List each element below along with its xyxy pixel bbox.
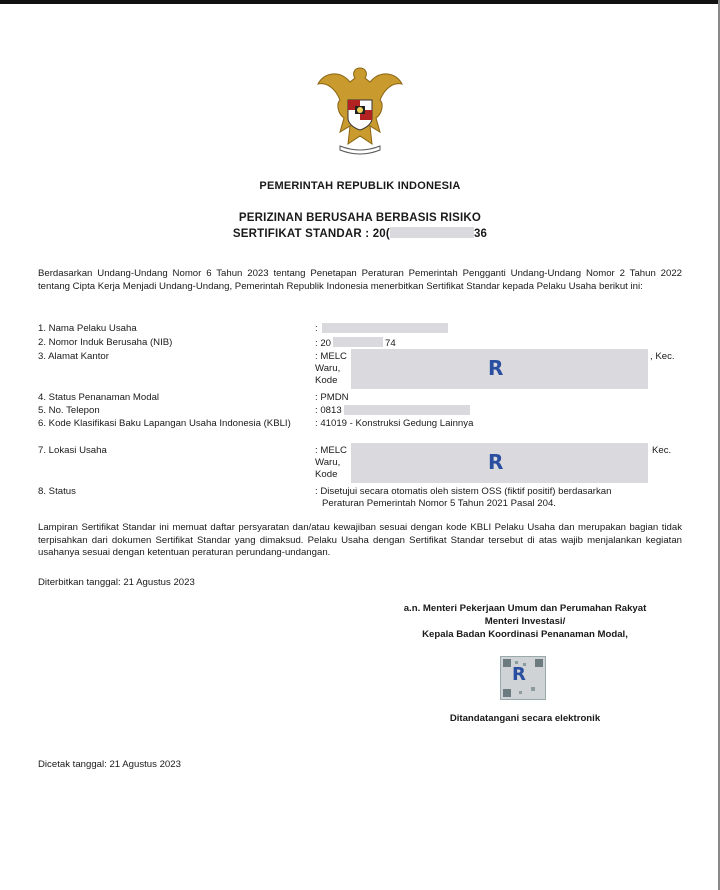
certificate-suffix: 36 bbox=[473, 228, 488, 240]
attachment-paragraph: Lampiran Sertifikat Standar ini memuat daftar persyaratan dan/atau kewajiban sesuai dengan kode KBLI Pelaku Usaha dan merupakan bagian tidak terpisahkan dari dokumen Sertifikat Standar yang dimaksud. Pelaku Usaha dengan Sertifikat Standar tersebut di atas wajib menjalankan kegiatan usahanya sesuai dengan ketentuan peraturan perundang-undangan. bbox=[38, 522, 682, 559]
field-label-kbli: 6. Kode Klasifikasi Baku Lapangan Usaha Indonesia (KBLI) bbox=[38, 418, 291, 429]
business-location-line3: Kode bbox=[315, 469, 338, 480]
signatory-line3: Kepala Badan Koordinasi Penanaman Modal, bbox=[422, 629, 628, 640]
field-value-kbli: : 41019 - Konstruksi Gedung Lainnya bbox=[315, 418, 474, 429]
field-label-name: 1. Nama Pelaku Usaha bbox=[38, 323, 137, 334]
field-value-phone: : 0813 bbox=[315, 405, 342, 416]
signatory-line1: a.n. Menteri Pekerjaan Umum dan Perumahan Rakyat bbox=[403, 603, 647, 614]
redaction-nib bbox=[333, 337, 383, 347]
garuda-emblem-icon bbox=[310, 60, 410, 160]
watermark-logo: R bbox=[512, 664, 526, 685]
office-address-line3: Kode bbox=[315, 375, 338, 386]
field-label-nib: 2. Nomor Induk Berusaha (NIB) bbox=[38, 337, 173, 348]
printed-date: Dicetak tanggal: 21 Agustus 2023 bbox=[38, 759, 181, 770]
redaction-phone bbox=[344, 405, 470, 415]
field-label-business-location: 7. Lokasi Usaha bbox=[38, 445, 107, 456]
watermark-logo: R bbox=[488, 450, 504, 474]
field-value-investment-status: : PMDN bbox=[315, 392, 349, 403]
certificate-prefix: SERTIFIKAT STANDAR : 20( bbox=[232, 228, 390, 240]
office-address-line2: Waru, bbox=[315, 363, 341, 374]
field-label-status: 8. Status bbox=[38, 486, 76, 497]
top-border bbox=[0, 0, 720, 4]
status-line2: Peraturan Pemerintah Nomor 5 Tahun 2021 Pasal 204. bbox=[322, 498, 556, 509]
certificate-redaction bbox=[390, 227, 474, 238]
government-name: PEMERINTAH REPUBLIK INDONESIA bbox=[259, 180, 461, 192]
business-location-tail: Kec. bbox=[652, 445, 672, 456]
business-location-line2: Waru, bbox=[315, 457, 341, 468]
field-value-office-address: : MELC bbox=[315, 351, 347, 362]
electronic-signature-note: Ditandatangani secara elektronik bbox=[449, 713, 601, 724]
nib-suffix: 74 bbox=[385, 338, 396, 349]
redaction-name bbox=[322, 323, 448, 333]
field-value-name: : bbox=[315, 323, 318, 334]
field-label-phone: 5. No. Telepon bbox=[38, 405, 100, 416]
nib-prefix: : 20 bbox=[315, 338, 332, 349]
document-title: PERIZINAN BERUSAHA BERBASIS RISIKO bbox=[238, 212, 482, 224]
field-label-office-address: 3. Alamat Kantor bbox=[38, 351, 109, 362]
office-address-tail: , Kec. bbox=[650, 351, 675, 362]
issued-date: Diterbitkan tanggal: 21 Agustus 2023 bbox=[38, 577, 195, 588]
watermark-logo: R bbox=[488, 356, 504, 380]
certificate-number bbox=[0, 227, 720, 240]
field-value-status: : Disetujui secara otomatis oleh sistem OSS (fiktif positif) berdasarkan bbox=[315, 486, 612, 497]
field-label-investment-status: 4. Status Penanaman Modal bbox=[38, 392, 160, 403]
intro-paragraph: Berdasarkan Undang-Undang Nomor 6 Tahun 2023 tentang Penetapan Peraturan Pemerintah Pengganti Undang-Undang Nomor 2 Tahun 2022 tentang Cipta Kerja Menjadi Undang-Undang, Pemerintah Republik Indonesia menerbitkan Sertifikat Standar kepada Pelaku Usaha berikut ini: bbox=[38, 268, 682, 292]
signatory-line2: Menteri Investasi/ bbox=[484, 616, 566, 627]
field-value-business-location: : MELC bbox=[315, 445, 347, 456]
